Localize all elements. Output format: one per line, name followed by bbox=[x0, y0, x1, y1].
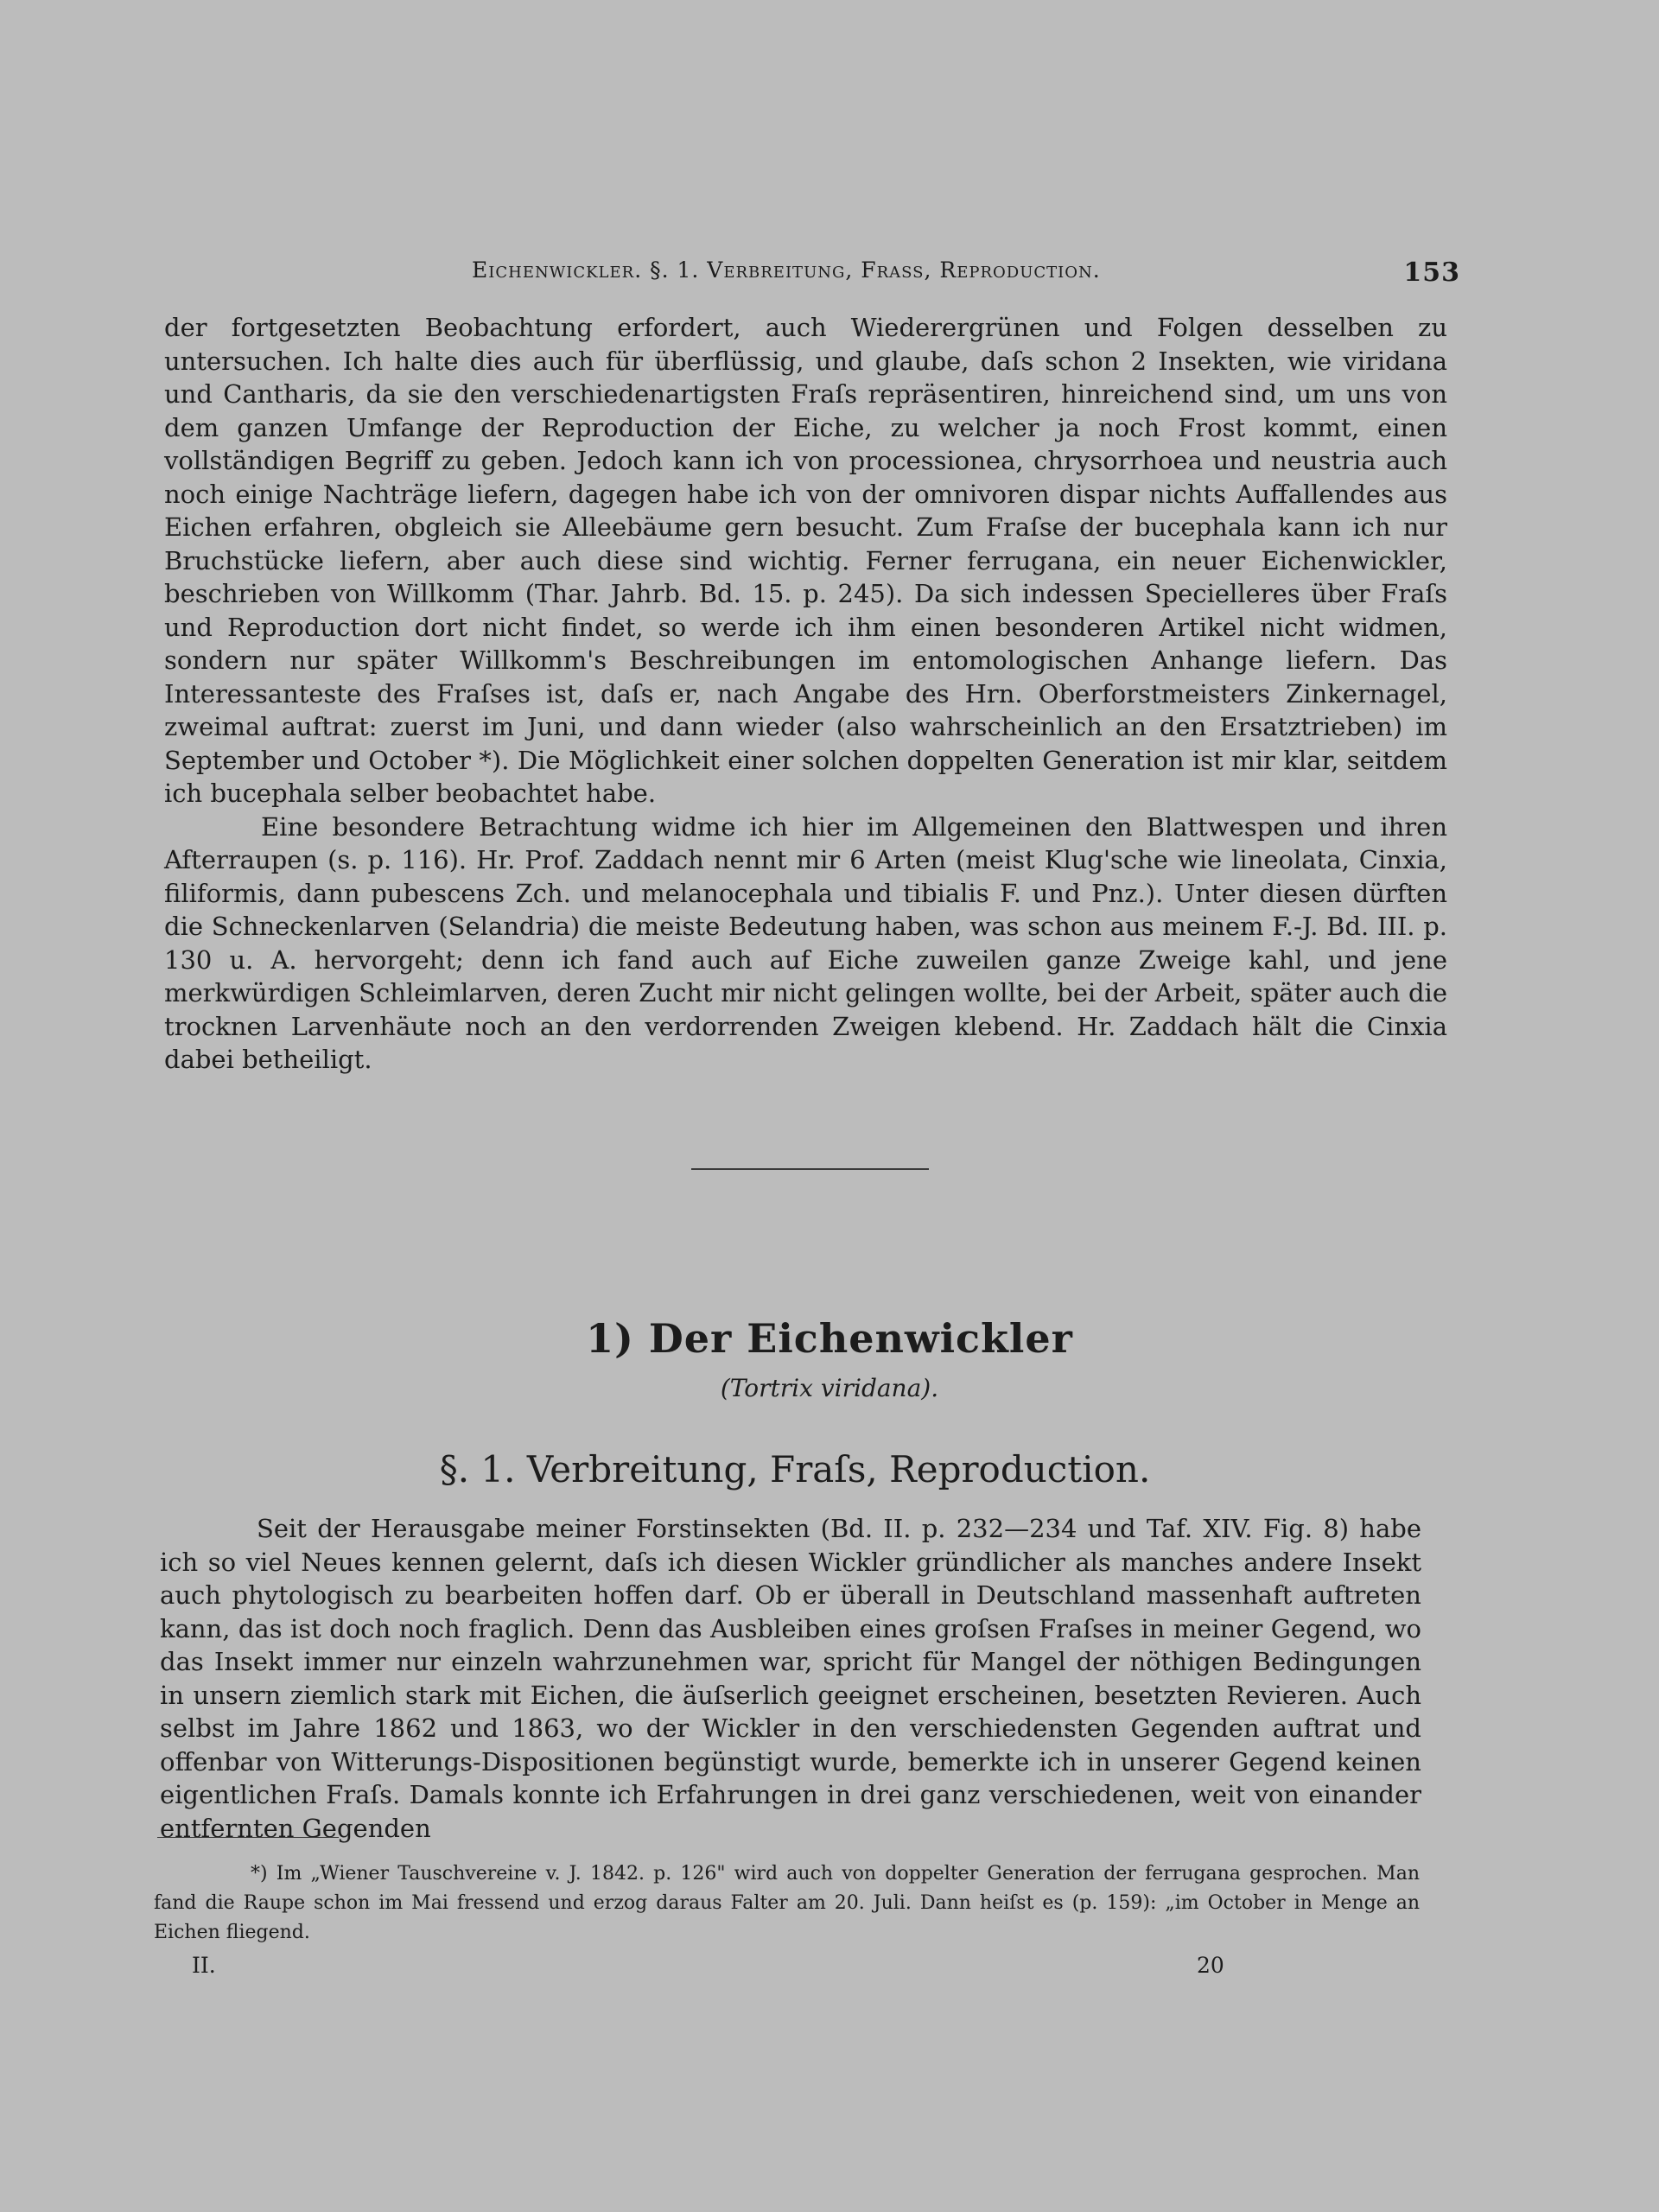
continued-paragraph: der fortgesetzten Beobachtung erfordert, auch Wiederergrünen und Folgen desselben zu untersuchen. Ich halte dies auch für überflüssig, und glaube, daſs schon 2 Insekten, wie viridana und Cantharis, da sie den verschiedenartigsten Fraſs repräsentiren, hinreichend sind, um uns von dem ganzen Umfange der Reproduction der Eiche, zu welcher ja noch Frost kommt, einen vollständigen Begriff zu geben. Jedoch kann ich von processionea, chrysorrhoea und neustria auch noch einige Nachträge liefern, dagegen habe ich von der omnivoren dispar nichts Auffallendes aus Eichen erfahren, obgleich sie Alleebäume gern besucht. Zum Fraſse der bucephala kann ich nur Bruchstücke liefern, aber auch diese sind wichtig. Ferner ferrugana, ein neuer Eichenwickler, beschrieben von Willkomm (Thar. Jahrb. Bd. 15. p. 245). Da sich indessen Specielleres über Fraſs und Reproduction dort nicht findet, so werde ich ihm einen besonderen Artikel nicht widmen, sondern nur später Willkomm's Beschreibungen im entomologischen Anhange liefern. Das Interessanteste des Fraſses ist, daſs er, nach Angabe des Hrn. Oberforstmeisters Zinkernagel, zweimal auftrat: zuerst im Juni, und dann wieder (also wahrscheinlich an den Ersatztrieben) im September und October *). Die Möglichkeit einer solchen doppelten Generation ist mir klar, seitdem ich bucephala selber beobachtet habe. bbox=[164, 313, 1447, 808]
section-divider bbox=[691, 1168, 929, 1170]
signature-mark: II. bbox=[192, 1953, 216, 1978]
section-text-block bbox=[160, 1512, 1421, 1845]
footnote bbox=[154, 1859, 1420, 1948]
section-heading: §. 1. Verbreitung, Fraſs, Reproduction. bbox=[439, 1448, 1151, 1491]
chapter-title: 1) Der Eichenwickler bbox=[586, 1315, 1073, 1362]
chapter-subtitle: (Tortrix viridana). bbox=[720, 1374, 939, 1402]
blattwespen-paragraph: Eine besondere Betrachtung widme ich hier im Allgemeinen den Blattwespen und ihren Afterraupen (s. p. 116). Hr. Prof. Zaddach nennt mir 6 Arten (meist Klug'sche wie lineolata, Cinxia, filiformis, dann pubescens Zch. und melanocephala und tibialis F. und Pnz.). Unter diesen dürften die Schneckenlarven (Selandria) die meiste Bedeutung haben, was schon aus meinem F.-J. Bd. III. p. 130 u. A. hervorgeht; denn ich fand auch auf Eiche zuweilen ganze Zweige kahl, und jene merkwürdigen Schleimlarven, deren Zucht mir nicht gelingen wollte, bei der Arbeit, später auch die trocknen Larvenhäute noch an den verdorrenden Zweigen klebend. Hr. Zaddach hält die Cinxia dabei betheiligt. bbox=[164, 811, 1447, 1074]
top-text-block bbox=[164, 311, 1447, 1077]
running-header bbox=[164, 257, 1460, 292]
footnote-text: *) Im „Wiener Tauschvereine v. J. 1842. p. 126" wird auch von doppelter Generation der ferrugana gesprochen. Man fand die Raupe schon im Mai fressend und erzog daraus Falter am 20. Juli. Dann heiſst es (p. 159): „im October in Menge an Eichen fliegend. bbox=[154, 1863, 1420, 1943]
running-head: Eichenwickler. §. 1. Verbreitung, Frass, Reproduction. bbox=[472, 257, 1101, 283]
footnote-rule bbox=[157, 1837, 339, 1838]
page-number: 153 bbox=[1403, 257, 1460, 288]
sheet-number: 20 bbox=[1197, 1953, 1224, 1978]
section-paragraph: Seit der Herausgabe meiner Forstinsekten (Bd. II. p. 232—234 und Taf. XIV. Fig. 8) habe ich so viel Neues kennen gelernt, daſs ich diesen Wickler gründlicher als manches andere Insekt auch phytologisch zu bearbeiten hoffen darf. Ob er überall in Deutschland massenhaft auftreten kann, das ist doch noch fraglich. Denn das Ausbleiben eines groſsen Fraſses in meiner Gegend, wo das Insekt immer nur einzeln wahrzunehmen war, spricht für Mangel der nöthigen Bedingungen in unsern ziemlich stark mit Eichen, die äuſserlich geeignet erscheinen, besetzten Revieren. Auch selbst im Jahre 1862 und 1863, wo der Wickler in den verschiedensten Gegenden auftrat und offenbar von Witterungs-Dispositionen begünstigt wurde, bemerkte ich in unserer Gegend keinen eigentlichen Fraſs. Damals konnte ich Erfahrungen in drei ganz verschiedenen, weit von einander entfernten Gegenden bbox=[160, 1514, 1421, 1843]
